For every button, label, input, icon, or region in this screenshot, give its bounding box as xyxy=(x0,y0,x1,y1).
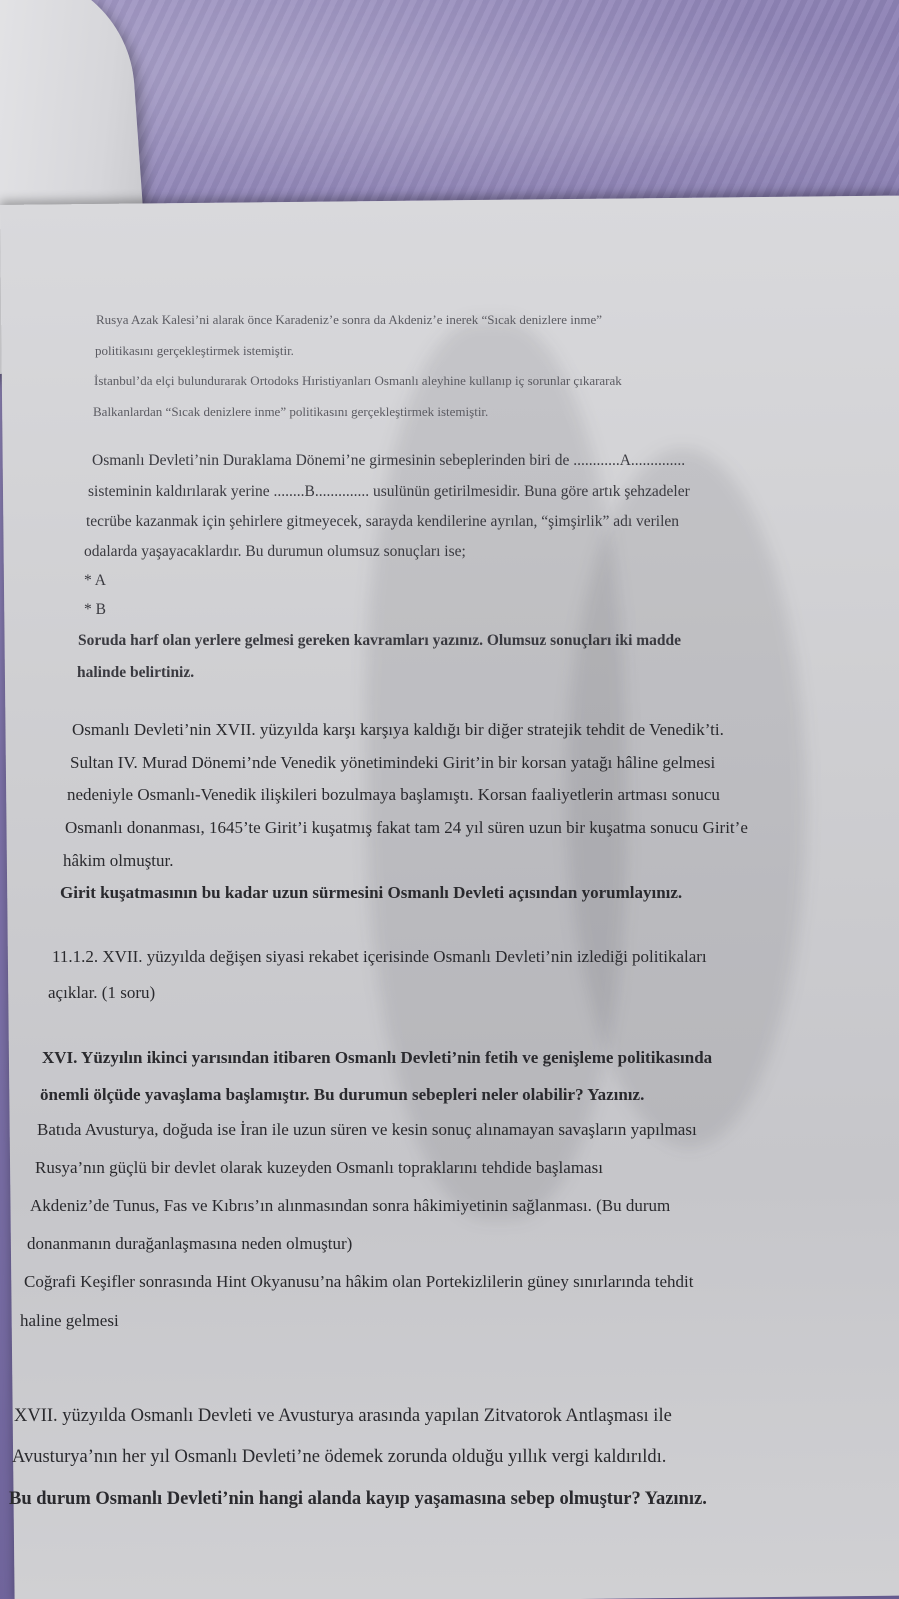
p2-line-1: Osmanlı Devleti’nin Duraklama Dönemi’ne girmesinin sebeplerinden biri de ............A.............. xyxy=(92,452,686,469)
p2-line-3: tecrübe kazanmak için şehirlere gitmeyecek, sarayda kendilerine ayrılan, “şimşirlik” adı verilen xyxy=(86,513,680,530)
p2-bullet-b: * B xyxy=(84,601,106,618)
p4-line-6: haline gelmesi xyxy=(20,1311,119,1330)
p2-line-2: sisteminin kaldırılarak yerine ........B.............. usulünün getirilmesidir. Buna göre artık şehzadeler xyxy=(88,483,690,500)
p5-line-2: Avusturya’nın her yıl Osmanlı Devleti’ne ödemek zorunda olduğu yıllık vergi kaldırıldı. xyxy=(12,1447,667,1467)
p5-question: Bu durum Osmanlı Devleti’nin hangi alanda kayıp yaşamasına sebep olmuştur? Yazınız. xyxy=(9,1489,707,1509)
p3-line-1: Osmanlı Devleti’nin XVII. yüzyılda karşı karşıya kaldığı bir diğer stratejik tehdit de Venedik’ti. xyxy=(72,720,724,739)
p4-question-1: XVI. Yüzyılın ikinci yarısından itibaren Osmanlı Devleti’nin fetih ve genişleme politikasında xyxy=(42,1048,713,1067)
p3-line-2: Sultan IV. Murad Dönemi’nde Venedik yönetimindeki Girit’in bir korsan yatağı hâline gelmesi xyxy=(70,753,716,772)
p2-question-2: halinde belirtiniz. xyxy=(77,664,195,681)
p3-line-5: hâkim olmuştur. xyxy=(63,851,174,870)
section-heading-1: 11.1.2. XVII. yüzyılda değişen siyasi rekabet içerisinde Osmanlı Devleti’nin izlediği politikaları xyxy=(52,947,707,966)
p3-line-3: nedeniyle Osmanlı-Venedik ilişkileri bozulmaya başlamıştı. Korsan faaliyetlerin artması sonucu xyxy=(67,785,720,804)
p4-line-1: Batıda Avusturya, doğuda ise İran ile uzun süren ve kesin sonuç alınamayan savaşların yapılması xyxy=(37,1120,697,1139)
p1-line-2: politikasını gerçekleştirmek istemiştir. xyxy=(95,343,294,358)
p2-line-4: odalarda yaşayacaklardır. Bu durumun olumsuz sonuçları ise; xyxy=(84,543,466,560)
p4-line-5: Coğrafi Keşifler sonrasında Hint Okyanusu’na hâkim olan Portekizlilerin güney sınırlarında tehdit xyxy=(24,1272,694,1291)
p4-question-2: önemli ölçüde yavaşlama başlamıştır. Bu durumun sebepleri neler olabilir? Yazınız. xyxy=(40,1085,645,1104)
p4-line-2: Rusya’nın güçlü bir devlet olarak kuzeyden Osmanlı topraklarını tehdide başlaması xyxy=(35,1158,603,1177)
p3-question: Girit kuşatmasının bu kadar uzun sürmesini Osmanlı Devleti açısından yorumlayınız. xyxy=(60,883,683,902)
p4-line-3: Akdeniz’de Tunus, Fas ve Kıbrıs’ın alınmasından sonra hâkimiyetinin sağlanması. (Bu durum xyxy=(30,1196,671,1215)
p3-line-4: Osmanlı donanması, 1645’te Girit’i kuşatmış fakat tam 24 yıl süren uzun bir kuşatma sonucu Girit’e xyxy=(65,818,748,837)
p5-line-1: XVII. yüzyılda Osmanlı Devleti ve Avusturya arasında yapılan Zitvatorok Antlaşması ile xyxy=(14,1406,672,1426)
p2-question-1: Soruda harf olan yerlere gelmesi gereken kavramları yazınız. Olumsuz sonuçları iki madde xyxy=(78,632,682,649)
section-heading-2: açıklar. (1 soru) xyxy=(48,983,156,1002)
p2-bullet-a: * A xyxy=(84,572,106,589)
p4-line-4: donanmanın durağanlaşmasına neden olmuştur) xyxy=(27,1234,353,1253)
p1-line-1: Rusya Azak Kalesi’ni alarak önce Karadeniz’e sonra da Akdeniz’e inerek “Sıcak denizlere inme” xyxy=(96,312,603,327)
p1-line-3: İstanbul’da elçi bulundurarak Ortodoks Hıristiyanları Osmanlı aleyhine kullanıp iç sorunlar çıkararak xyxy=(94,373,622,388)
p1-line-4: Balkanlardan “Sıcak denizlere inme” politikasını gerçekleştirmek istemiştir. xyxy=(93,404,489,419)
